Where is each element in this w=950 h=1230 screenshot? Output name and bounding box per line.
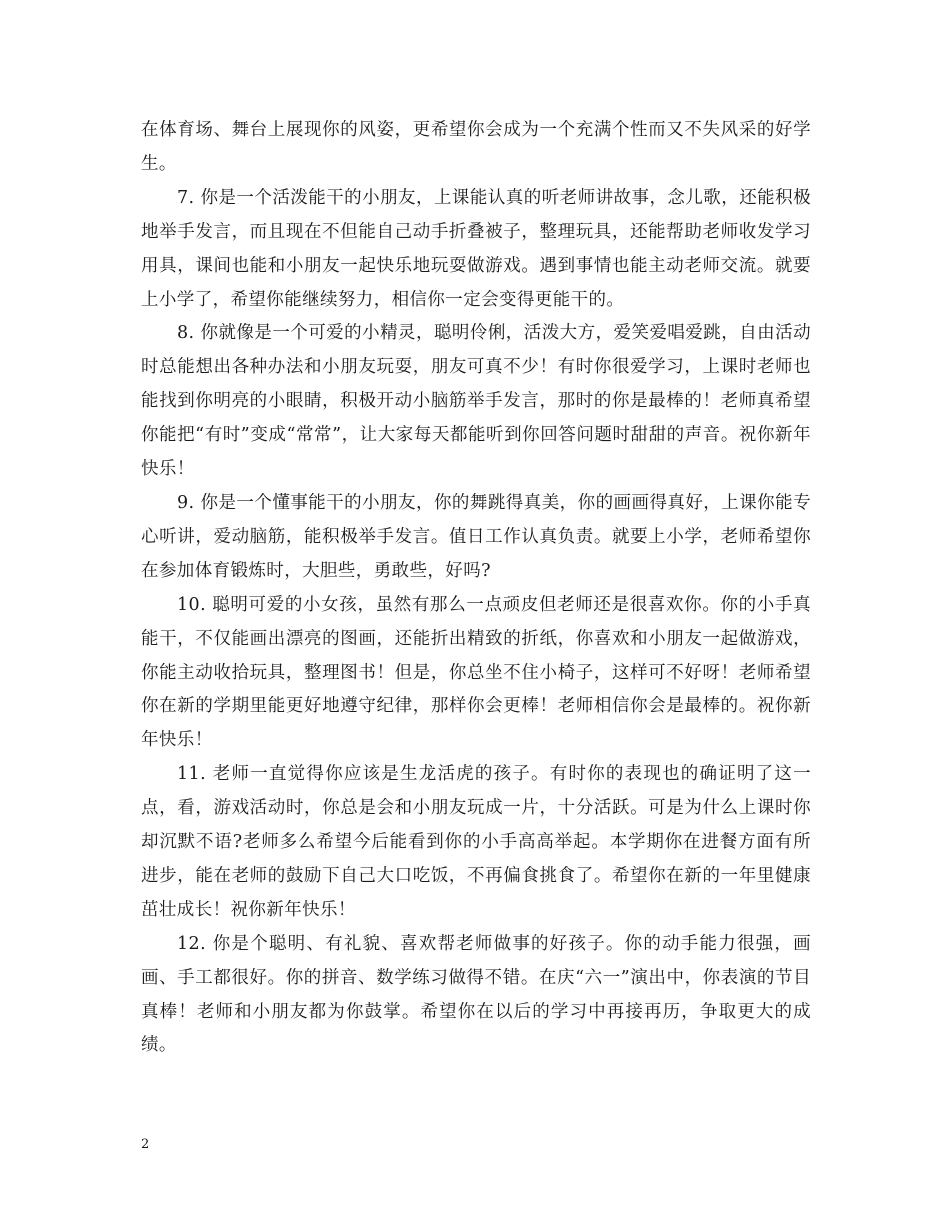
paragraph-item-12: 12. 你是个聪明、有礼貌、喜欢帮老师做事的好孩子。你的动手能力很强，画画、手工都很好。你的拼音、数学练习做得不错。在庆“六一”演出中，你表演的节目真棒！老师和小朋友都为你鼓掌。希望你在以后的学习中再接再历，争取更大的成绩。 xyxy=(141,933,811,1056)
paragraph-item-10: 10. 聪明可爱的小女孩，虽然有那么一点顽皮但老师还是很喜欢你。你的小手真能干，不仅能画出漂亮的图画，还能折出精致的折纸，你喜欢和小朋友一起做游戏，你能主动收拾玩具，整理图书！但是，你总坐不住小椅子，这样可不好呀！老师希望你在新的学期里能更好地遵守纪律，那样你会更棒！老师相信你会是最棒的。祝你新年快乐！ xyxy=(141,594,811,751)
paragraph-item-9: 9. 你是一个懂事能干的小朋友，你的舞跳得真美，你的画画得真好，上课你能专心听讲，爱动脑筋，能积极举手发言。值日工作认真负责。就要上小学，老师希望你在参加体育锻炼时，大胆些，勇敢些，好吗? xyxy=(141,492,811,581)
paragraph-item-8: 8. 你就像是一个可爱的小精灵，聪明伶俐，活泼大方，爱笑爱唱爱跳，自由活动时总能想出各种办法和小朋友玩耍，朋友可真不少！有时你很爱学习，上课时老师也能找到你明亮的小眼睛，积极开动小脑筋举手发言，那时的你是最棒的！老师真希望你能把“有时”变成“常常”，让大家每天都能听到你回答问题时甜甜的声音。祝你新年快乐！ xyxy=(141,323,811,480)
page-number: 2 xyxy=(141,1137,150,1152)
document-body xyxy=(141,114,811,1063)
paragraph-item-11: 11. 老师一直觉得你应该是生龙活虎的孩子。有时你的表现也的确证明了这一点，看，游戏活动时，你总是会和小朋友玩成一片，十分活跃。可是为什么上课时你却沉默不语?老师多么希望今后能看到你的小手高高举起。本学期你在进餐方面有所进步，能在老师的鼓励下自己大口吃饭，不再偏食挑食了。希望你在新的一年里健康茁壮成长！祝你新年快乐！ xyxy=(141,764,811,920)
paragraph-item-7: 7. 你是一个活泼能干的小朋友，上课能认真的听老师讲故事，念儿歌，还能积极地举手发言，而且现在不但能自己动手折叠被子，整理玩具，还能帮助老师收发学习用具，课间也能和小朋友一起快乐地玩耍做游戏。遇到事情也能主动老师交流。就要上小学了，希望你能继续努力，相信你一定会变得更能干的。 xyxy=(141,187,811,310)
paragraph-continued: 在体育场、舞台上展现你的风姿，更希望你会成为一个充满个性而又不失风采的好学生。 xyxy=(141,120,811,174)
